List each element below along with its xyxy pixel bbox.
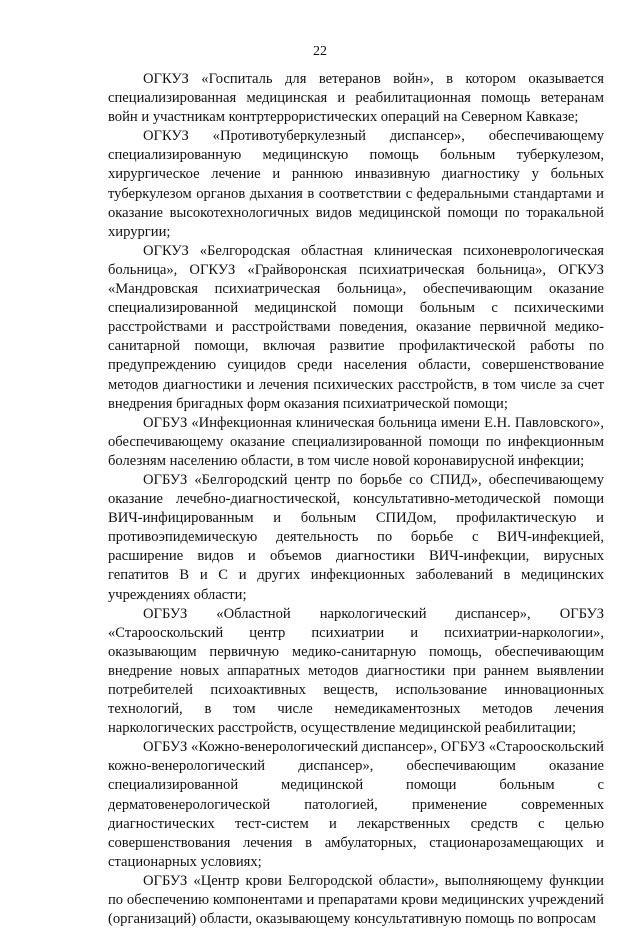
paragraph-hospital-veterans: ОГКУЗ «Госпиталь для ветеранов войн», в котором оказывается специализированная медицинская и реабилитационная помощь ветеранам войн и участникам контртеррористических операций на Северном Кавказе;: [108, 71, 604, 126]
document-body: [108, 70, 604, 929]
paragraph-psychiatric-hospitals: ОГКУЗ «Белгородская областная клиническая психоневрологическая больница», ОГКУЗ «Грайворонская психиатрическая больница», ОГКУЗ «Мандровская психиатрическая больница», обеспечивающим оказание специализированной медицинской помощи больным с психическими расстройствами и расстройствами поведения, оказание первичной медико-санитарной помощи, включая развитие профилактической работы по предупреждению суицидов среди населения области, совершенствование методов диагностики и лечения психических расстройств, в том числе за счет внедрения бригадных форм оказания психиатрической помощи;: [108, 242, 604, 412]
paragraph-dermatovenerological-dispensary: ОГБУЗ «Кожно-венерологический диспансер», ОГБУЗ «Старооскольский кожно-венерологический диспансер», обеспечивающим оказание специализированной медицинской помощи больным с дерматовенерологической патологией, применение современных диагностических тест-систем и лекарственных средств с целью совершенствования лечения в амбулаторных, стационарозамещающих и стационарных условиях;: [108, 739, 604, 870]
paragraph-narcological-dispensary: ОГБУЗ «Областной наркологический диспансер», ОГБУЗ «Старооскольский центр психиатрии и психиатрии-наркологии», оказывающим первичную медико-санитарную помощь, обеспечивающим внедрение новых аппаратных методов диагностики при раннем выявлении потребителей психоактивных веществ, использование инновационных технологий, в том числе немедикаментозных методов лечения наркологических расстройств, осуществление медицинской реабилитации;: [108, 605, 604, 737]
page-number: 22: [313, 44, 327, 59]
paragraph-blood-center: ОГБУЗ «Центр крови Белгородской области», выполняющему функции по обеспечению компонентами и препаратами крови медицинских учреждений (организаций) области, оказывающему консультативную помощь по вопросам: [108, 872, 604, 928]
paragraph-infectious-hospital: ОГБУЗ «Инфекционная клиническая больница имени Е.Н. Павловского», обеспечивающему оказание специализированной помощи по инфекционным болезням населению области, в том числе новой коронавирусной инфекции;: [108, 414, 604, 469]
paragraph-aids-center: ОГБУЗ «Белгородский центр по борьбе со СПИД», обеспечивающему оказание лечебно-диагностической, консультативно-методической помощи ВИЧ-инфицированным и больным СПИДом, профилактическую и противоэпидемическую деятельность по борьбе с ВИЧ-инфекцией, расширение видов и объемов диагностики ВИЧ-инфекции, вирусных гепатитов В и С и других инфекционных заболеваний в медицинских учреждениях области;: [108, 471, 604, 603]
paragraph-tuberculosis-dispensary: ОГКУЗ «Противотуберкулезный диспансер», обеспечивающему специализированную медицинскую помощь больным туберкулезом, хирургическое лечение и раннюю инвазивную диагностику у больных туберкулезом органов дыхания в соответствии с федеральными стандартами и оказание высокотехнологичных видов медицинской помощи по торакальной хирургии;: [108, 128, 604, 240]
